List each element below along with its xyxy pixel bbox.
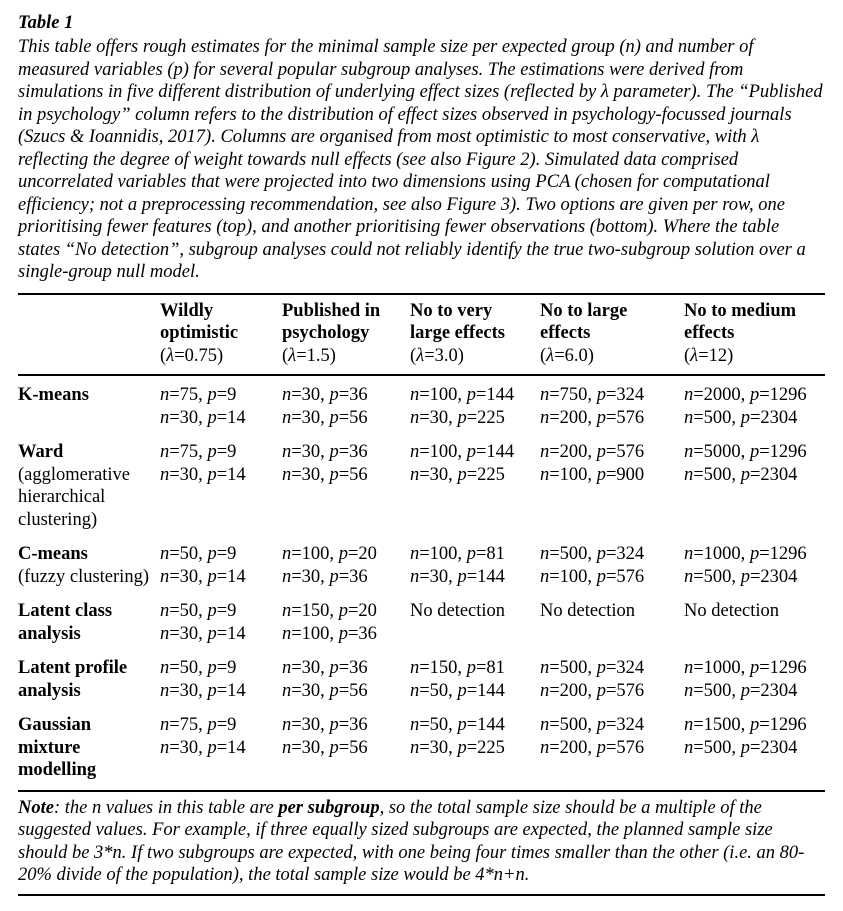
column-label: No to large effects — [540, 300, 628, 343]
cell-line-top: n=1000, p=1296 — [684, 658, 807, 678]
cell-line-bottom: n=100, p=900 — [540, 464, 645, 485]
column-header-wildly-optimistic — [160, 294, 282, 376]
cell-line-top: n=100, p=144 — [410, 442, 515, 462]
table-body — [18, 375, 825, 790]
cell-line-bottom: n=30, p=225 — [410, 407, 505, 428]
column-header-published-in-psychology — [282, 294, 410, 376]
cell-line-top: n=500, p=324 — [540, 658, 645, 678]
cell-line-bottom: n=500, p=2304 — [684, 464, 798, 485]
data-cell — [160, 592, 282, 649]
cell-line-bottom: n=30, p=14 — [160, 623, 246, 644]
cell-line-bottom: n=30, p=14 — [160, 407, 246, 428]
cell-line-top: n=30, p=36 — [282, 715, 368, 735]
table-header — [18, 294, 825, 376]
data-cell — [160, 433, 282, 535]
table-row-latent-profile-analysis — [18, 649, 825, 706]
cell-line-bottom: n=30, p=225 — [410, 464, 505, 485]
cell-line-bottom: n=500, p=2304 — [684, 566, 798, 587]
column-header-no-to-very-large-effects — [410, 294, 540, 376]
column-label: No to medium effects — [684, 300, 797, 343]
cell-line-bottom: n=30, p=14 — [160, 737, 246, 758]
note-text-before-bold: : the n values in this table are — [53, 797, 279, 818]
data-cell — [282, 433, 410, 535]
cell-line-top: n=50, p=9 — [160, 658, 237, 678]
cell-line-top: No detection — [540, 601, 636, 621]
cell-line-bottom: n=30, p=144 — [410, 566, 505, 587]
column-lambda: (λ=6.0) — [540, 345, 594, 366]
table-title: Table 1 — [18, 13, 74, 33]
data-cell — [282, 706, 410, 790]
method-cell — [18, 535, 160, 592]
data-cell — [684, 433, 825, 535]
column-lambda: (λ=12) — [684, 345, 734, 366]
cell-line-top: n=50, p=144 — [410, 715, 505, 735]
data-cell — [540, 592, 684, 649]
cell-line-bottom: n=30, p=14 — [160, 464, 246, 485]
data-cell — [684, 535, 825, 592]
cell-line-top: n=75, p=9 — [160, 715, 237, 735]
cell-line-bottom: n=500, p=2304 — [684, 407, 798, 428]
data-cell — [160, 706, 282, 790]
note-label: Note — [18, 797, 54, 818]
cell-line-top: n=150, p=20 — [282, 601, 377, 621]
cell-line-top: n=200, p=576 — [540, 442, 645, 462]
data-cell — [160, 375, 282, 433]
cell-line-top: n=50, p=9 — [160, 544, 237, 564]
method-cell — [18, 706, 160, 790]
cell-line-bottom: n=100, p=36 — [282, 623, 377, 644]
data-cell — [282, 375, 410, 433]
data-cell — [410, 649, 540, 706]
cell-line-top: n=150, p=81 — [410, 658, 505, 678]
sample-size-table — [18, 293, 825, 790]
cell-line-top: n=5000, p=1296 — [684, 442, 807, 462]
table-row-c-means — [18, 535, 825, 592]
data-cell — [540, 649, 684, 706]
method-cell — [18, 592, 160, 649]
method-name: Latent class analysis — [18, 601, 113, 644]
table-row-latent-class-analysis — [18, 592, 825, 649]
cell-line-top: n=50, p=9 — [160, 601, 237, 621]
column-lambda: (λ=1.5) — [282, 345, 336, 366]
cell-line-bottom: n=500, p=2304 — [684, 680, 798, 701]
cell-line-top: n=100, p=144 — [410, 385, 515, 405]
cell-line-top: n=30, p=36 — [282, 385, 368, 405]
method-detail: (fuzzy clustering) — [18, 566, 149, 587]
column-label: Wildly optimistic — [160, 300, 239, 343]
cell-line-top: n=30, p=36 — [282, 442, 368, 462]
cell-line-bottom: n=30, p=225 — [410, 737, 505, 758]
method-name: Gaussian mixture modelling — [18, 715, 97, 780]
cell-line-bottom: n=30, p=36 — [282, 566, 368, 587]
table-row-ward — [18, 433, 825, 535]
data-cell — [160, 535, 282, 592]
data-cell — [410, 706, 540, 790]
data-cell — [540, 706, 684, 790]
method-name: K-means — [18, 385, 89, 405]
data-cell — [410, 433, 540, 535]
cell-line-top: n=1500, p=1296 — [684, 715, 807, 735]
column-lambda: (λ=3.0) — [410, 345, 464, 366]
data-cell — [282, 535, 410, 592]
cell-line-bottom: n=100, p=576 — [540, 566, 645, 587]
cell-line-bottom: n=30, p=14 — [160, 680, 246, 701]
table-caption: This table offers rough estimates for the minimal sample size per expected group (n) and number of measured variables (p) for several popular subgroup analyses. The estimations were derived from simulations in five different distribution of underlying effect sizes (reflected by λ parameter). The “Published in psychology” column refers to the distribution of effect sizes observed in psychology-focussed journals (Szucs & Ioannidis, 2017). Columns are organised from most optimistic to most conservative, with λ reflecting the degree of weight towards null effects (see also Figure 2). Simulated data comprised uncorrelated variables that were projected into two dimensions using PCA (chosen for computational efficiency; not a preprocessing recommendation, see also Figure 3). Two options are given per row, one prioritising fewer features (top), and another prioritising fewer observations (bottom). Where the table states “No detection”, subgroup analyses could not reliably identify the true two-subgroup solution over a single-group null model. — [18, 37, 823, 282]
data-cell — [540, 433, 684, 535]
note-bold-phrase: per subgroup — [278, 797, 380, 818]
cell-line-bottom: n=500, p=2304 — [684, 737, 798, 758]
data-cell — [410, 592, 540, 649]
cell-line-bottom: n=30, p=56 — [282, 407, 368, 428]
data-cell — [160, 649, 282, 706]
data-cell — [282, 649, 410, 706]
table-note — [18, 790, 825, 896]
cell-line-top: n=1000, p=1296 — [684, 544, 807, 564]
cell-line-top: n=100, p=81 — [410, 544, 505, 564]
cell-line-bottom: n=50, p=144 — [410, 680, 505, 701]
cell-line-top: n=75, p=9 — [160, 385, 237, 405]
cell-line-top: n=75, p=9 — [160, 442, 237, 462]
header-cell-empty — [18, 294, 160, 376]
cell-line-bottom: n=200, p=576 — [540, 680, 645, 701]
table-row-gaussian-mixture-modelling — [18, 706, 825, 790]
data-cell — [684, 706, 825, 790]
data-cell — [684, 592, 825, 649]
cell-line-top: No detection — [410, 601, 506, 621]
method-name: Ward — [18, 442, 64, 462]
cell-line-bottom: n=30, p=56 — [282, 680, 368, 701]
cell-line-top: n=500, p=324 — [540, 715, 645, 735]
data-cell — [540, 375, 684, 433]
method-cell — [18, 649, 160, 706]
cell-line-top: n=30, p=36 — [282, 658, 368, 678]
method-cell — [18, 433, 160, 535]
data-cell — [282, 592, 410, 649]
column-lambda: (λ=0.75) — [160, 345, 224, 366]
column-label: Published in psychology — [282, 300, 381, 343]
data-cell — [684, 375, 825, 433]
cell-line-top: n=2000, p=1296 — [684, 385, 807, 405]
method-name: C-means — [18, 544, 88, 564]
cell-line-top: n=750, p=324 — [540, 385, 645, 405]
cell-line-bottom: n=30, p=56 — [282, 464, 368, 485]
cell-line-bottom: n=200, p=576 — [540, 407, 645, 428]
cell-line-bottom: n=200, p=576 — [540, 737, 645, 758]
cell-line-top: n=500, p=324 — [540, 544, 645, 564]
column-label: No to very large effects — [410, 300, 506, 343]
data-cell — [410, 375, 540, 433]
method-cell — [18, 375, 160, 433]
data-cell — [684, 649, 825, 706]
header-row — [18, 294, 825, 376]
note-text-after-bold: , so the total sample size should be a multiple of the suggested values. For example, if three equally sized subgroups are expected, the planned sample size should be 3*n. If two subgroups are expected, with one being four times smaller than the other (i.e. an 80-20% divide of the population), the total sample size would be 4*n+n. — [18, 797, 805, 885]
data-cell — [410, 535, 540, 592]
table-row-k-means — [18, 375, 825, 433]
cell-line-bottom: n=30, p=56 — [282, 737, 368, 758]
column-header-no-to-large-effects — [540, 294, 684, 376]
cell-line-top: No detection — [684, 601, 780, 621]
method-detail: (agglomerative hierarchical clustering) — [18, 464, 130, 530]
cell-line-top: n=100, p=20 — [282, 544, 377, 564]
method-name: Latent profile analysis — [18, 658, 128, 701]
data-cell — [540, 535, 684, 592]
cell-line-bottom: n=30, p=14 — [160, 566, 246, 587]
column-header-no-to-medium-effects — [684, 294, 825, 376]
